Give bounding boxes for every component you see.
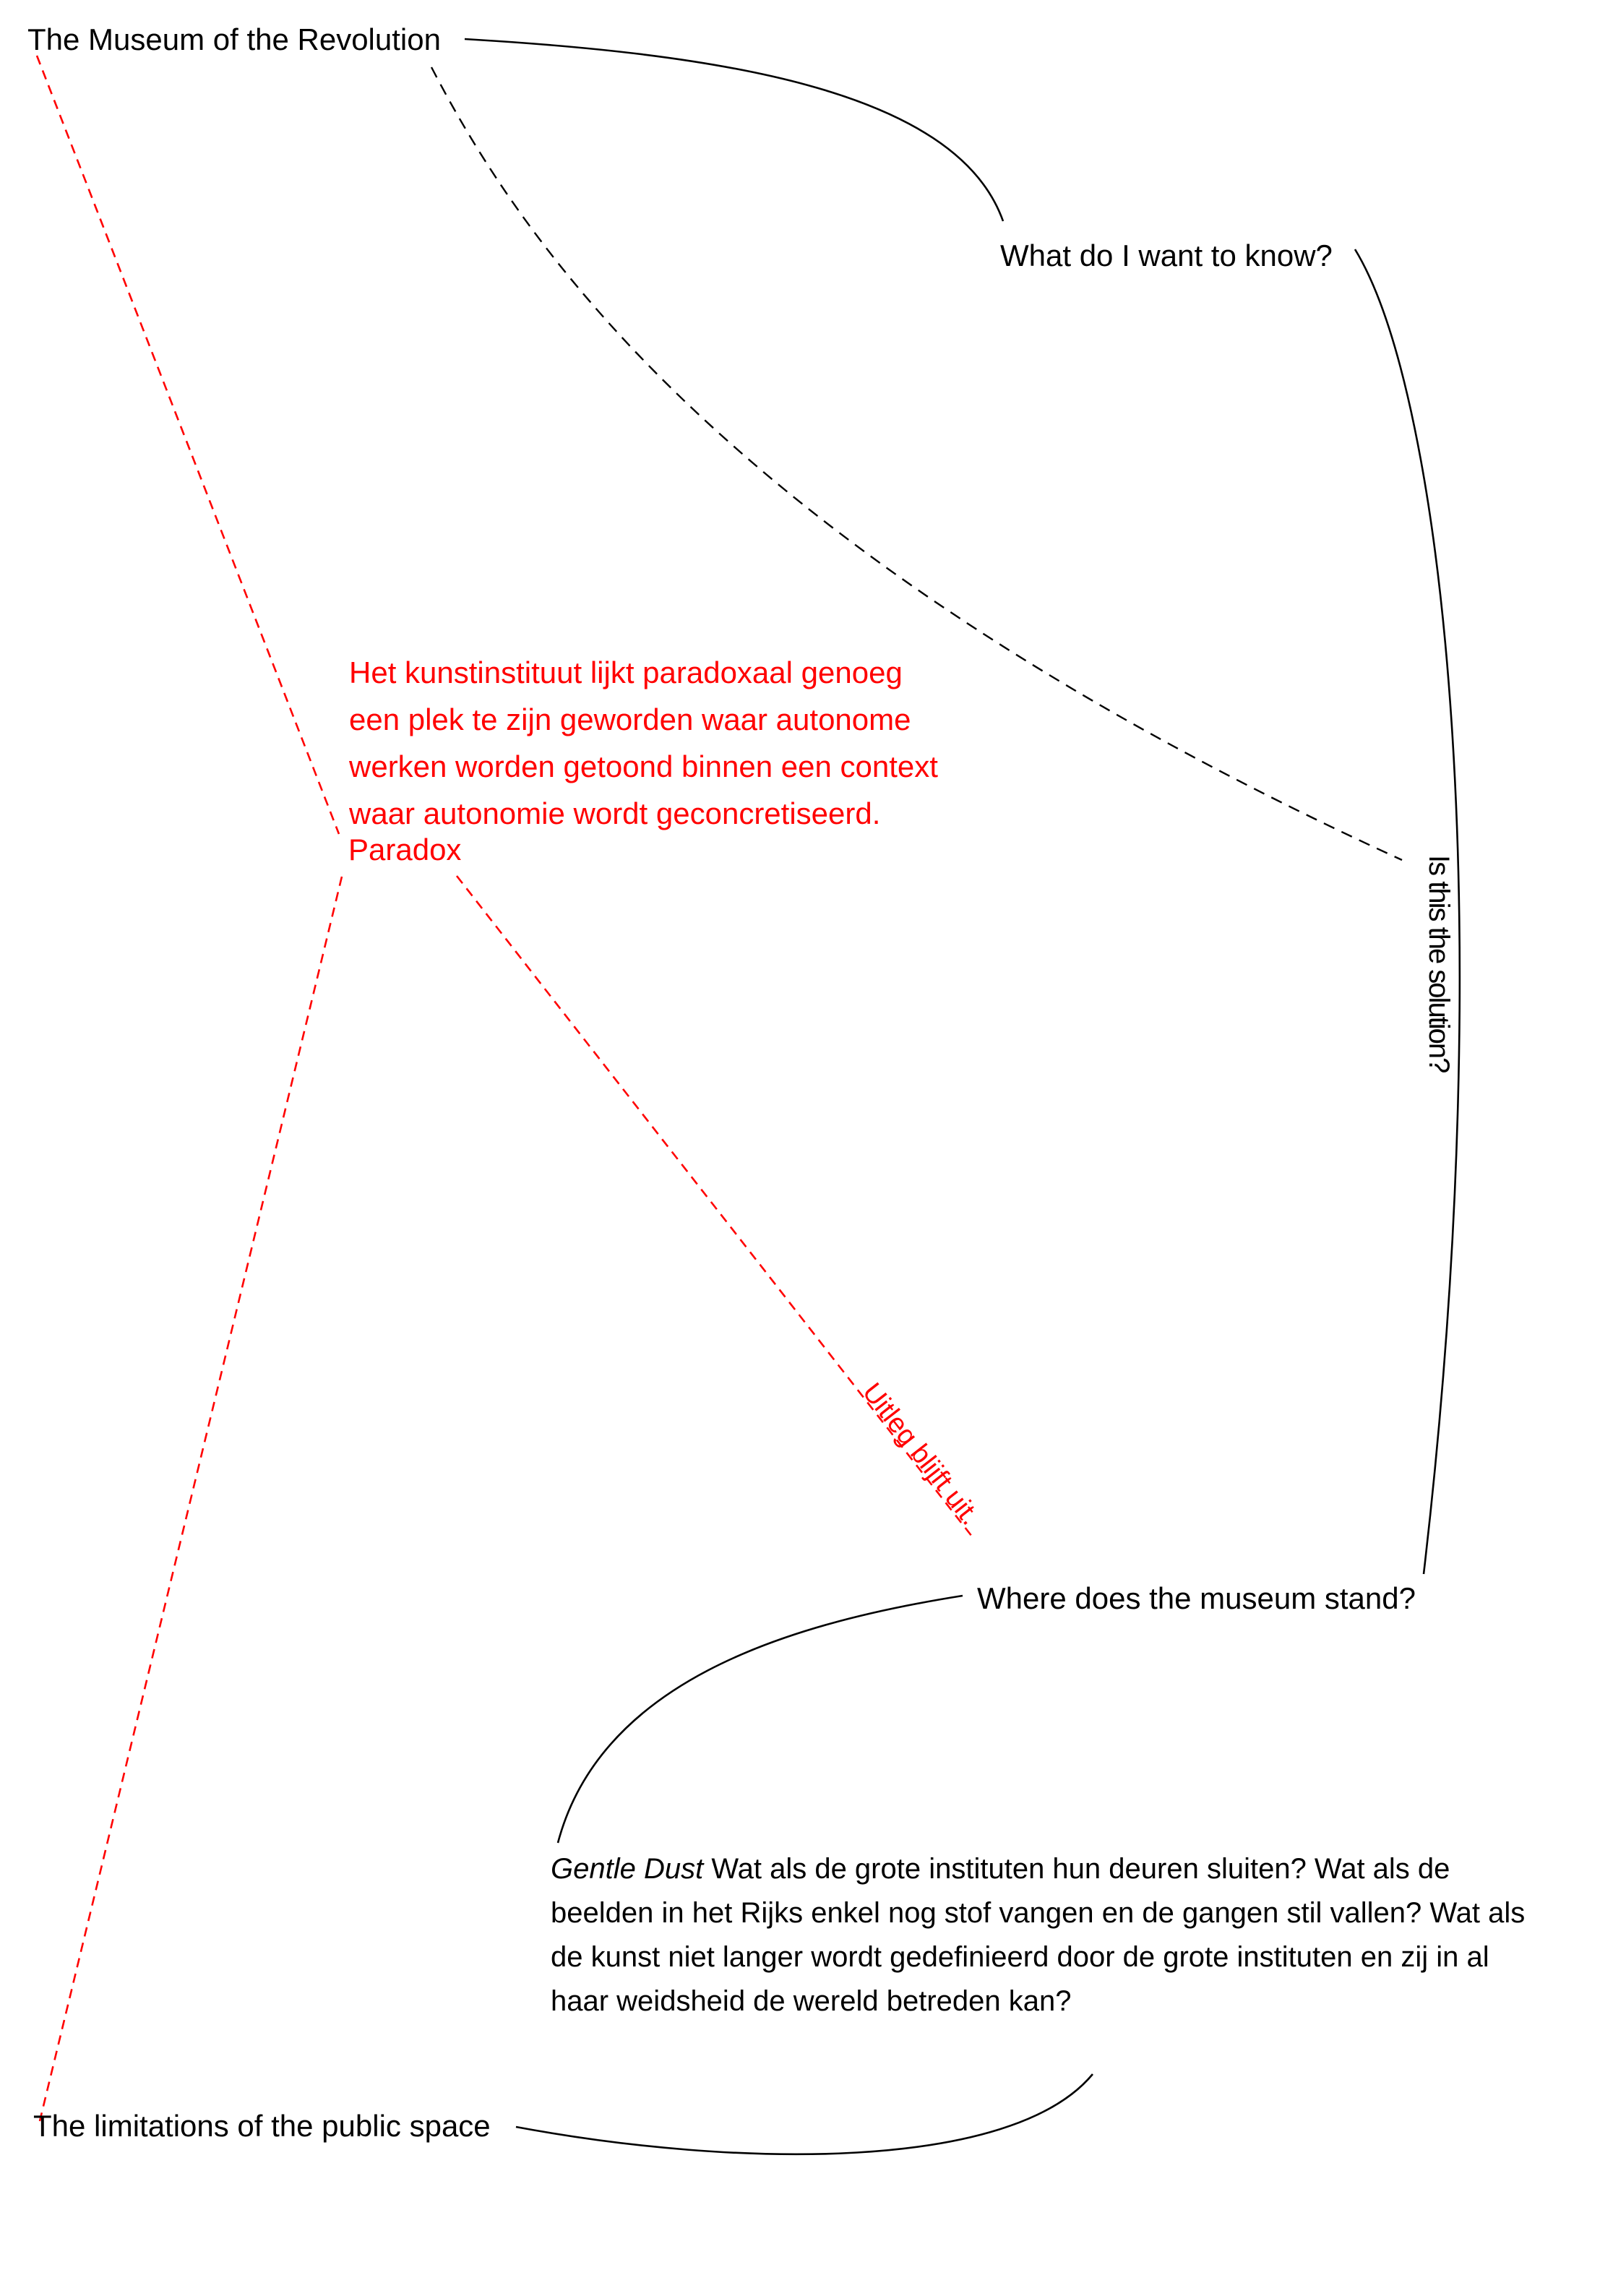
gentle-dust-lead: Gentle Dust (551, 1853, 704, 1885)
node-solution-question[interactable]: Is this the solution? (1423, 855, 1455, 1072)
red-dashed-paradox-to-limitations (40, 877, 342, 2121)
curve-where-to-paragraph (558, 1596, 963, 1843)
gentle-dust-paragraph[interactable] (551, 1847, 1525, 2024)
node-paradox[interactable]: Paradox (348, 833, 462, 867)
paragraph-line: haar weidsheid de wereld betreden kan? (551, 1985, 1072, 2017)
node-uitleg-note[interactable]: Uitleg blijft uit. (856, 1377, 986, 1531)
curve-museum-to-what (465, 39, 1003, 221)
red-note-line: waar autonomie wordt geconcretiseerd. (349, 796, 881, 830)
red-note-line: Het kunstinstituut lijkt paradoxaal genoeg (349, 655, 903, 689)
paragraph-line: beelden in het Rijks enkel nog stof vangen en de gangen stil vallen? Wat als (551, 1897, 1526, 1929)
red-note-line: een plek te zijn geworden waar autonome (349, 702, 911, 736)
node-where-question[interactable]: Where does the museum stand? (977, 1581, 1416, 1615)
node-what-question[interactable]: What do I want to know? (1000, 238, 1333, 272)
paragraph-line: de kunst niet langer wordt gedefinieerd door de grote instituten en zij in al (551, 1941, 1489, 1973)
red-note-line: werken worden getoond binnen een context (349, 749, 938, 783)
paragraph-line (551, 1847, 1525, 1891)
red-dashed-museum-to-paradox (37, 56, 339, 834)
paragraph-line-rest: Wat als de grote instituten hun deuren sluiten? Wat als de (703, 1853, 1450, 1885)
node-limitations[interactable]: The limitations of the public space (33, 2109, 491, 2143)
curve-limitations-to-paragraph (516, 2074, 1093, 2154)
node-museum-title[interactable]: The Museum of the Revolution (27, 22, 441, 56)
red-note-block[interactable] (349, 649, 938, 837)
